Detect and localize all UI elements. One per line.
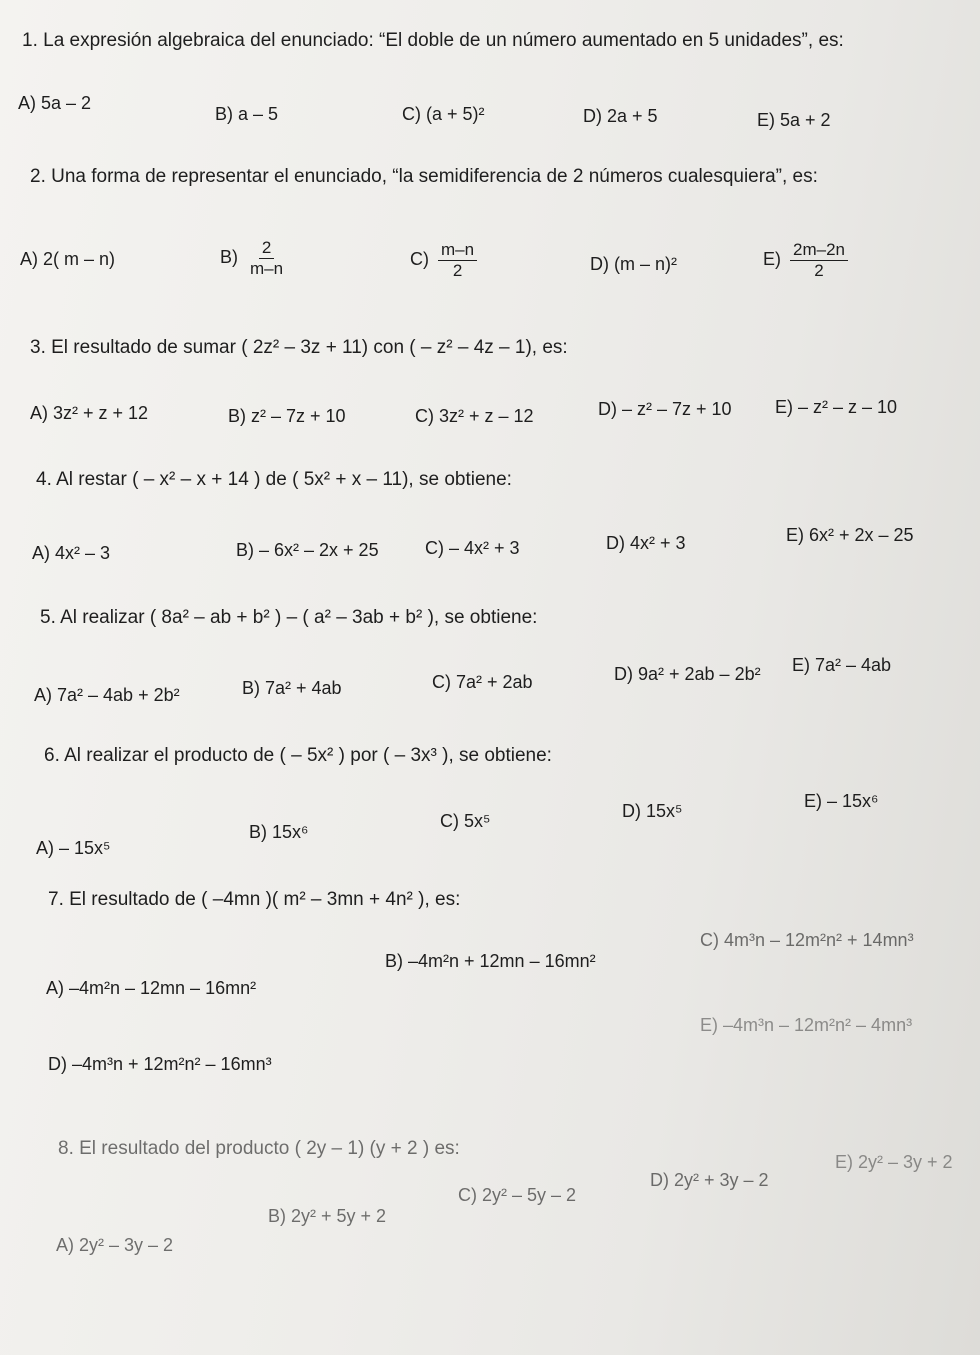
question-5-option-b: B) 7a² + 4ab	[242, 678, 342, 698]
question-2-option-b	[220, 238, 286, 278]
question-2-option-b-fraction	[247, 238, 286, 278]
question-8-option-a: A) 2y² – 3y – 2	[56, 1235, 174, 1255]
question-4-option-d: D) 4x² + 3	[606, 533, 686, 553]
question-8-option-b: B) 2y² + 5y + 2	[268, 1206, 387, 1226]
question-1-option-b: B) a – 5	[215, 104, 279, 124]
question-2-option-a: A) 2( m – n)	[20, 249, 116, 269]
fraction-denominator: m–n	[250, 258, 284, 278]
question-3-option-d: D) – z² – 7z + 10	[598, 399, 732, 419]
question-3-option-b: B) z² – 7z + 10	[228, 406, 346, 426]
question-8-option-d: D) 2y² + 3y – 2	[650, 1170, 769, 1190]
question-4-option-b: B) – 6x² – 2x + 25	[236, 540, 379, 560]
question-7-option-e: E) –4m³n – 12m²n² – 4mn³	[700, 1015, 913, 1035]
question-7-option-a: A) –4m²n – 12mn – 16mn²	[46, 978, 257, 998]
question-6-option-d: D) 15x⁵	[622, 801, 683, 821]
question-3-option-a: A) 3z² + z + 12	[30, 403, 149, 423]
question-3-option-c: C) 3z² + z – 12	[415, 406, 534, 426]
question-2-option-e-label: E)	[763, 248, 781, 269]
question-2-option-e-fraction	[790, 240, 848, 280]
question-3-option-e: E) – z² – z – 10	[775, 397, 898, 417]
question-8-option-c: C) 2y² – 5y – 2	[458, 1185, 577, 1205]
question-5-stem: 5. Al realizar ( 8a² – ab + b² ) – ( a² – 3ab + b² ), se obtiene:	[40, 607, 538, 628]
question-1-option-e: E) 5a + 2	[757, 110, 831, 130]
question-1-option-c: C) (a + 5)²	[402, 104, 485, 124]
question-7-option-c: C) 4m³n – 12m²n² + 14mn³	[700, 930, 914, 950]
question-4-option-e: E) 6x² + 2x – 25	[786, 525, 914, 545]
question-7-option-b: B) –4m²n + 12mn – 16mn²	[385, 951, 596, 971]
question-2-option-d: D) (m – n)²	[590, 254, 677, 274]
fraction-denominator: 2	[452, 260, 463, 280]
fraction-numerator: 2	[259, 238, 274, 259]
question-3-stem: 3. El resultado de sumar ( 2z² – 3z + 11) con ( – z² – 4z – 1), es:	[30, 337, 568, 358]
question-2-option-c-fraction	[438, 240, 477, 280]
question-2-option-e	[763, 240, 848, 280]
question-5-option-e: E) 7a² – 4ab	[792, 655, 892, 675]
question-2-option-c	[410, 240, 477, 280]
question-5-option-c: C) 7a² + 2ab	[432, 672, 533, 692]
fraction-denominator: 2	[814, 260, 824, 280]
question-6-option-e: E) – 15x⁶	[804, 791, 879, 811]
question-6-option-c: C) 5x⁵	[440, 811, 491, 831]
fraction-numerator: m–n	[438, 240, 477, 261]
question-6-option-b: B) 15x⁶	[249, 822, 309, 842]
question-2-stem: 2. Una forma de representar el enunciado, “la semidiferencia de 2 números cualesquiera”, es:	[30, 166, 818, 187]
question-1-option-a: A) 5a – 2	[18, 93, 92, 113]
fraction-numerator: 2m–2n	[790, 240, 848, 261]
question-4-stem: 4. Al restar ( – x² – x + 14 ) de ( 5x² + x – 11), se obtiene:	[36, 469, 512, 490]
question-7-stem: 7. El resultado de ( –4mn )( m² – 3mn + 4n² ), es:	[48, 889, 461, 910]
question-1-stem: 1. La expresión algebraica del enunciado: “El doble de un número aumentado en 5 unidades”, es:	[22, 30, 844, 51]
question-4-option-a: A) 4x² – 3	[32, 543, 111, 563]
question-8-option-e: E) 2y² – 3y + 2	[835, 1152, 953, 1172]
question-1-option-d: D) 2a + 5	[583, 106, 658, 126]
question-4-option-c: C) – 4x² + 3	[425, 538, 520, 558]
question-6-option-a: A) – 15x⁵	[36, 838, 111, 858]
question-8-stem: 8. El resultado del producto ( 2y – 1) (y + 2 ) es:	[58, 1138, 460, 1159]
question-7-option-d: D) –4m³n + 12m²n² – 16mn³	[48, 1054, 272, 1074]
question-2-option-b-label: B)	[220, 246, 238, 267]
question-2-option-c-label: C)	[410, 248, 429, 269]
question-6-stem: 6. Al realizar el producto de ( – 5x² ) por ( – 3x³ ), se obtiene:	[44, 745, 552, 766]
question-5-option-d: D) 9a² + 2ab – 2b²	[614, 664, 761, 684]
question-5-option-a: A) 7a² – 4ab + 2b²	[34, 685, 180, 705]
